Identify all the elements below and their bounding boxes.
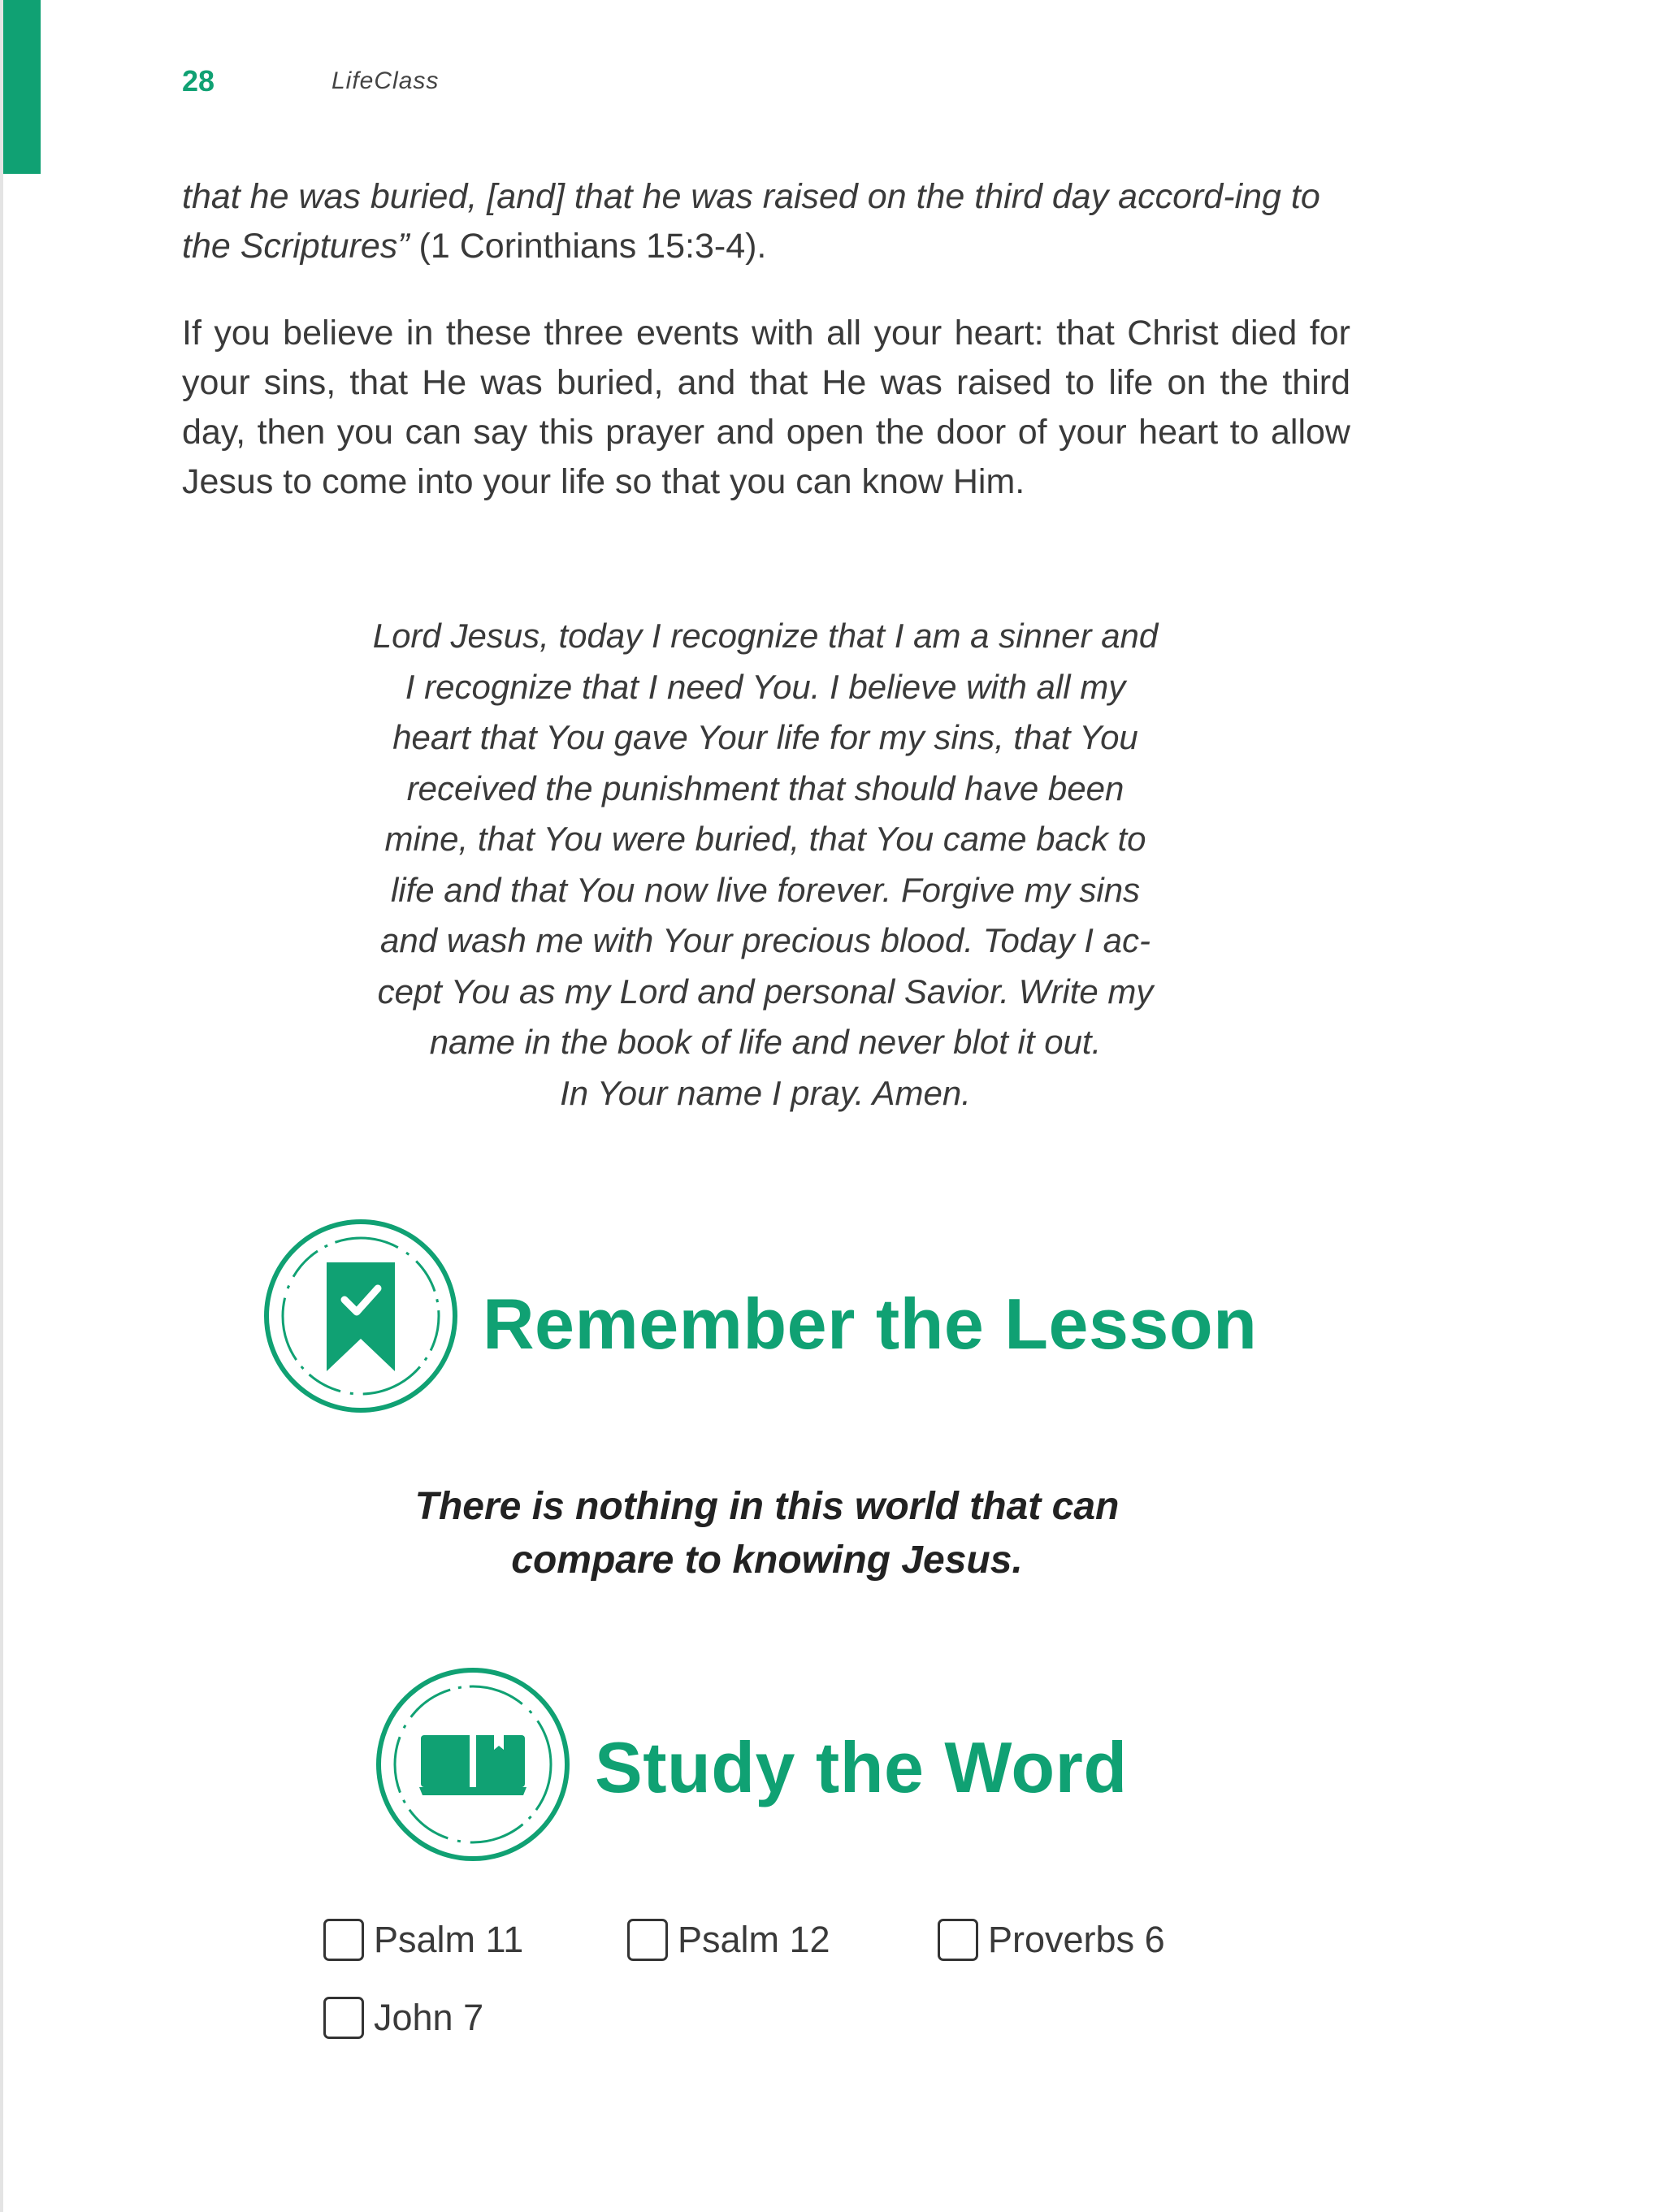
- reading-label: Psalm 11: [374, 1919, 524, 1960]
- prayer-line: Lord Jesus, today I recognize that I am a sinner and: [372, 617, 1159, 655]
- prayer-line: life and that You now live forever. Forgive my sins: [390, 870, 1141, 909]
- quote-citation: (1 Corinthians 15:3-4).: [409, 227, 767, 266]
- reading-label: Proverbs 6: [988, 1919, 1165, 1960]
- chapter-tab: [3, 0, 41, 174]
- prayer-line: received the punishment that should have been: [406, 768, 1124, 807]
- prayer-line: and wash me with Your precious blood. Today I ac-: [380, 921, 1150, 959]
- prayer-line: name in the book of life and never blot it out.: [429, 1023, 1102, 1061]
- page-number: 28: [182, 64, 215, 97]
- page-header: [182, 62, 439, 101]
- body-paragraph: If you believe in these three events with all your heart: that Christ died for your sins, that He was buried, and that He was raised to life on the third day, then you can say this prayer and open the door of your heart to allow Jesus to come into your life so that you can know Him.: [182, 314, 1350, 501]
- quote-text: that he was buried, [and] that he was raised on the third day accord-ing to the Scriptures”: [182, 177, 1320, 266]
- scripture-quote: [182, 172, 1350, 271]
- running-title: LifeClass: [332, 67, 440, 94]
- prayer-block: [286, 611, 1245, 1119]
- reading-proverbs-6[interactable]: [938, 1914, 1165, 1966]
- prayer-line: heart that You gave Your life for my sins, that You: [392, 718, 1138, 756]
- reading-label: John 7: [374, 1997, 484, 2038]
- reading-label: Psalm 12: [678, 1919, 830, 1960]
- remember-heading: Remember the Lesson: [483, 1283, 1258, 1364]
- reading-john-7[interactable]: [323, 1992, 483, 2044]
- prayer-line: cept You as my Lord and personal Savior. Write my: [377, 972, 1154, 1011]
- bookmark-check-icon: [262, 1217, 460, 1415]
- prayer-line: In Your name I pray. Amen.: [560, 1073, 971, 1112]
- prayer-line: mine, that You were buried, that You came back to: [384, 820, 1146, 858]
- checkbox[interactable]: [627, 1919, 668, 1961]
- open-bible-icon: [374, 1665, 572, 1864]
- page-edge: [0, 0, 3, 2212]
- prayer-line: I recognize that I need You. I believe with all my: [405, 667, 1126, 706]
- reading-psalm-12[interactable]: [627, 1914, 830, 1966]
- lesson-statement: [263, 1480, 1271, 1587]
- lesson-line: compare to knowing Jesus.: [511, 1539, 1023, 1582]
- checkbox[interactable]: [938, 1919, 978, 1961]
- checkbox[interactable]: [323, 1997, 364, 2039]
- checkbox[interactable]: [323, 1919, 364, 1961]
- reading-psalm-11[interactable]: [323, 1914, 523, 1966]
- study-heading: Study the Word: [595, 1727, 1128, 1807]
- lesson-line: There is nothing in this world that can: [414, 1485, 1120, 1528]
